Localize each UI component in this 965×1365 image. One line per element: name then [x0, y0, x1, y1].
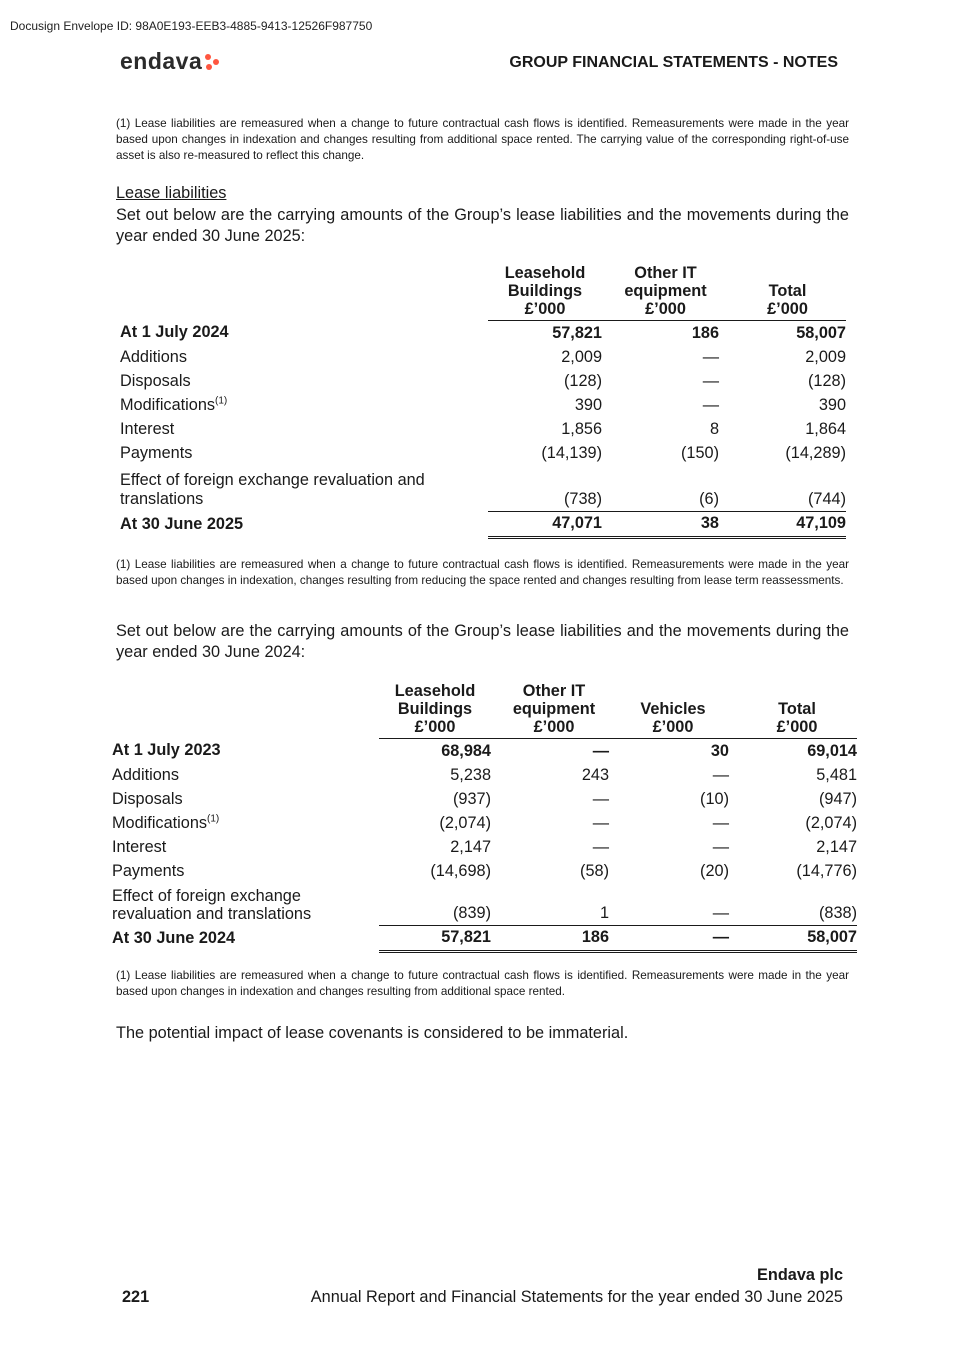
table-row [120, 345, 846, 369]
cell-value: 243 [581, 765, 609, 784]
table-header-row [112, 682, 857, 739]
cell-value: 58,007 [737, 925, 857, 951]
cell-value: (838) [818, 903, 857, 922]
header-empty [112, 682, 379, 739]
cell-value: 58,007 [796, 323, 846, 342]
table-row [120, 441, 846, 465]
cell-value: 390 [818, 395, 846, 414]
row-label: Modifications$^{(1)}$ [112, 813, 220, 832]
closing-text: The potential impact of lease covenants is considered to be immaterial. [116, 1024, 629, 1042]
header-other-it-equipment: Other IT equipment £’000 [612, 264, 719, 321]
cell-value: 2,009 [805, 347, 846, 366]
cell-value: — [592, 813, 609, 832]
cell-value: 5,481 [816, 765, 857, 784]
cell-value: — [617, 925, 729, 951]
cell-value: (6) [699, 489, 719, 508]
table-row [120, 369, 846, 393]
cell-value: 2,147 [450, 837, 491, 856]
cell-value: — [712, 813, 729, 832]
cell-value: 47,071 [488, 511, 602, 537]
row-label: Additions [112, 765, 179, 784]
table-row [120, 321, 846, 346]
cell-value: 47,109 [729, 511, 846, 537]
row-label: Interest [120, 419, 175, 438]
cell-value: 8 [709, 419, 719, 438]
table-row [120, 393, 846, 417]
cell-value: 30 [710, 741, 729, 760]
cell-value: (2,074) [439, 813, 491, 832]
footnote-marker: (1) [215, 395, 228, 407]
cell-value: 68,984 [441, 741, 491, 760]
footnote-marker: (1) [207, 813, 220, 825]
header-total: Total £’000 [729, 264, 846, 321]
cell-value: (14,289) [785, 443, 846, 462]
cell-value: (2,074) [805, 813, 857, 832]
cell-value: (14,139) [541, 443, 602, 462]
header-vehicles: Vehicles £’000 [617, 682, 729, 739]
footnote-2024: (1) Lease liabilities are remeasured when a change to future contractual cash flows is identified. Remeasurements were made in the year based upon changes in indexation and changes resulting from additional space rented. [116, 969, 849, 998]
cell-value: 38 [612, 511, 719, 537]
footer-report-title: Annual Report and Financial Statements for the year ended 30 June 2025 [310, 1288, 843, 1306]
cell-value: 57,821 [552, 323, 602, 342]
cell-value: (937) [452, 789, 491, 808]
table-row-total [112, 925, 857, 951]
footer-company: Endava plc [757, 1266, 843, 1284]
footnote-2025: (1) Lease liabilities are remeasured when a change to future contractual cash flows is identified. Remeasurements were made in the year based upon changes in indexation, changes resulting from reducing the space rented and changes resulting from lease term reassessments. [116, 558, 849, 587]
logo-text: endava [120, 48, 203, 74]
table-row [112, 883, 857, 925]
cell-value: 390 [574, 395, 602, 414]
cell-value: 186 [691, 323, 719, 342]
header-leasehold-buildings: Leasehold Buildings £’000 [488, 264, 602, 321]
cell-value: 1,856 [561, 419, 602, 438]
row-label: Payments [120, 443, 193, 462]
header-total: Total £’000 [737, 682, 857, 739]
header-other-it-equipment: Other IT equipment £’000 [499, 682, 609, 739]
row-label: At 30 June 2024 [112, 928, 236, 947]
cell-value: (10) [700, 789, 729, 808]
cell-value: (738) [563, 489, 602, 508]
intro-2024: Set out below are the carrying amounts of the Group’s lease liabilities and the movements during the year ended 30 June 2024: [116, 622, 849, 661]
cell-value: (839) [452, 903, 491, 922]
intro-2025: Set out below are the carrying amounts of the Group’s lease liabilities and the movements during the year ended 30 June 2025: [116, 206, 849, 245]
cell-value: 1 [599, 903, 609, 922]
row-label: Modifications$^{(1)}$ [120, 395, 228, 414]
row-label: Additions [120, 347, 187, 366]
row-label: At 1 July 2024 [120, 323, 229, 342]
table-row [120, 417, 846, 441]
cell-value: — [702, 371, 719, 390]
cell-value: (128) [807, 371, 846, 390]
row-label: Effect of foreign exchange revaluation and translations [112, 887, 312, 923]
table-row [120, 465, 846, 511]
table-row [112, 835, 857, 859]
cell-value: — [712, 837, 729, 856]
docusign-envelope-id: Docusign Envelope ID: 98A0E193-EEB3-4885-9413-12526F987750 [10, 19, 373, 33]
row-label: Disposals [120, 371, 191, 390]
header-leasehold-buildings: Leasehold Buildings £’000 [379, 682, 491, 739]
table-row [112, 787, 857, 811]
cell-value: 69,014 [807, 741, 857, 760]
cell-value: (14,698) [430, 861, 491, 880]
cell-value: (744) [807, 489, 846, 508]
lease-table-2025 [120, 264, 846, 539]
cell-value: 186 [499, 925, 609, 951]
table-row-total [120, 511, 846, 537]
cell-value: 57,821 [379, 925, 491, 951]
footnote-top: (1) Lease liabilities are remeasured when a change to future contractual cash flows is identified. Remeasurements were made in the year based upon changes in indexation and changes resulting from additional space rented. The carrying value of the corresponding right-of-use asset is also re-measured to reflect this change. [116, 117, 849, 162]
header-empty [120, 264, 488, 321]
table-row [112, 763, 857, 787]
table-row [112, 739, 857, 764]
cell-value: (14,776) [796, 861, 857, 880]
page-header-title: GROUP FINANCIAL STATEMENTS - NOTES [509, 54, 838, 71]
table-row [112, 811, 857, 835]
cell-value: (947) [818, 789, 857, 808]
row-label: Payments [112, 861, 185, 880]
table-row [112, 859, 857, 883]
row-label: Disposals [112, 789, 183, 808]
cell-value: — [592, 741, 609, 760]
section-heading-lease-liabilities: Lease liabilities [116, 184, 227, 202]
cell-value: — [702, 395, 719, 414]
cell-value: (128) [563, 371, 602, 390]
cell-value: — [702, 347, 719, 366]
cell-value: (20) [700, 861, 729, 880]
cell-value: 2,147 [816, 837, 857, 856]
cell-value: 5,238 [450, 765, 491, 784]
cell-value: (58) [580, 861, 609, 880]
logo-mark-icon [205, 54, 221, 70]
row-label: At 1 July 2023 [112, 741, 221, 760]
cell-value: — [592, 837, 609, 856]
row-label: At 30 June 2025 [120, 514, 244, 533]
row-label: Effect of foreign exchange revaluation and translations [120, 471, 425, 508]
cell-value: — [712, 765, 729, 784]
endava-logo [120, 48, 221, 75]
cell-value: — [712, 903, 729, 922]
table-header-row [120, 264, 846, 321]
row-label: Interest [112, 837, 167, 856]
cell-value: (150) [680, 443, 719, 462]
cell-value: 2,009 [561, 347, 602, 366]
cell-value: 1,864 [805, 419, 846, 438]
cell-value: — [592, 789, 609, 808]
lease-table-2024 [112, 682, 857, 953]
page-number: 221 [122, 1288, 150, 1306]
